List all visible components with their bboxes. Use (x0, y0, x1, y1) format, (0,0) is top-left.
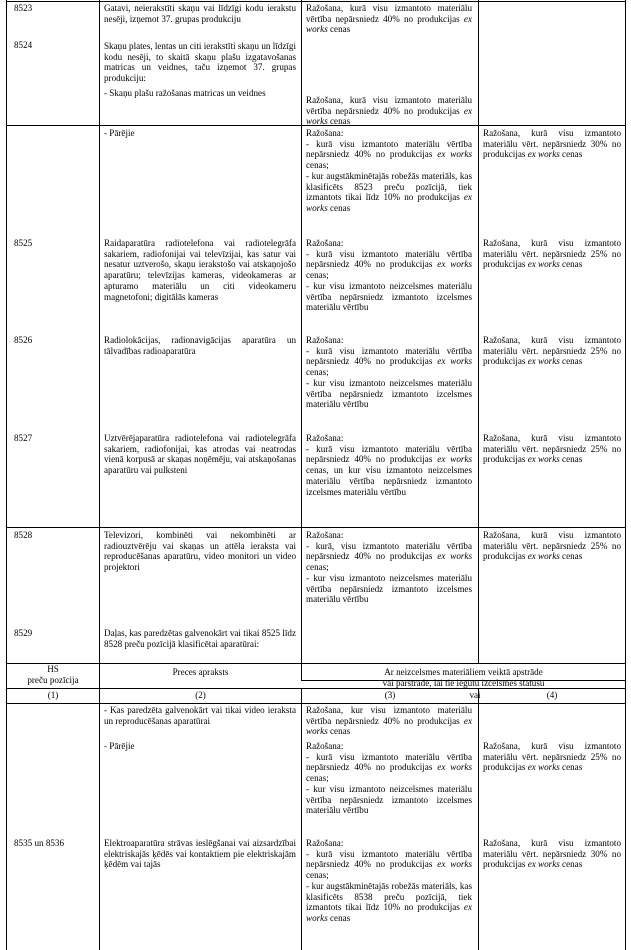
hs-code: 8524 (14, 40, 33, 50)
header-top-line (6, 663, 626, 664)
column-divider-1-2-lower (99, 716, 100, 950)
goods-description: Televizori, kombinēti vai nekombinēti ar radiouztvērēju vai skaņas un attēla ieraksta vai reproducēšanas aparatūru, video monitori un video projektori (104, 530, 296, 573)
row-divider-8528 (6, 527, 626, 528)
column-header-processing: Ar neizcelsmes materiāliem veiktā apstrāde vai pārstrāde, lai tie iegūtu izcelsmes statusu (382, 667, 545, 688)
alternative-rule: Ražošana, kurā visu izmantoto materiālu vērt. nepārsniedz 30% no produkcijas ex works cenas (483, 838, 621, 870)
hs-code: 8523 (14, 3, 33, 13)
processing-rule: Ražošana: - kurā visu izmantoto materiālu vērtība nepārsniedz 40% no produkcijas ex works cenas; - kur visu izmantoto neizcelsmes materiālu vērtība nepārsniedz izmantoto izcelsmes materiālu vērtību (306, 741, 472, 816)
processing-rule: Ražošana, kurā visu izmantoto materiālu vērtība nepārsniedz 40% no produkcijas ex works cenas (306, 3, 472, 35)
row-divider-top (6, 1, 626, 2)
alternative-rule: Ražošana, kurā visu izmantoto materiālu vērt. nepārsniedz 25% no produkcijas ex works cenas (483, 741, 621, 773)
goods-description: Daļas, kas paredzētas galvenokārt vai tikai 8525 līdz 8528 preču pozīcijā klasificētai aparatūrai: (104, 628, 296, 649)
goods-description: Elektroaparatūra strāvas ieslēgšanai vai aizsardzībai elektriskajās ķēdēs vai kontaktiem pie elektriskajām ķēdēm vai tajās (104, 838, 296, 870)
column-number: (4) (546, 690, 558, 700)
column-number: (2) (195, 690, 206, 700)
hs-code: 8535 un 8536 (14, 838, 65, 848)
table-border-right (625, 0, 626, 950)
goods-description: Uztvērējaparatūra radiotelefona vai radiotelegrāfa sakariem, radiofonijai, kas atrodas vai neatrodas vienā korpusā ar skaņas noņēmēju, vai atskaņošanas aparatūru vai pulksteni (104, 433, 296, 476)
goods-description: Raidaparatūra radiotelefona vai radiotelegrāfa sakariem, radiofonijai vai televīzijai, kas satur vai nesatur uztverošo, skaņu ierakstošo vai atskaņojošo aparatūru; televīzijas kameras, videokameras ar apturamo materiālu un citi videokameru magnetofoni; digitālās kameras (104, 238, 296, 302)
processing-rule: Ražošana, kurā visu izmantoto materiālu vērtība nepārsniedz 40% no produkcijas ex works cenas (306, 95, 472, 127)
alternative-rule: Ražošana, kurā visu izmantoto materiālu vērt. nepārsniedz 25% no produkcijas ex works cenas (483, 433, 621, 465)
goods-description: Radiolokācijas, radionavigācijas aparatūra un tālvadības radioaparatūra (104, 335, 296, 356)
processing-rule: Ražošana, kur visu izmantoto materiālu vērtība nepārsniedz 40% no produkcijas ex works cenas (306, 705, 472, 737)
processing-rule: Ražošana: - kurā, visu izmantoto materiālu vērtība nepārsniedz 40% no produkcijas ex works cenas; - kur visu izmantoto neizcelsmes materiālu vērtība nepārsniedz izmantoto izcelsmes materiālu vērtību (306, 530, 472, 605)
column-divider-1-2 (99, 0, 100, 716)
alternative-rule: Ražošana, kurā visu izmantoto materiālu vērt. nepārsniedz 30% no produkcijas ex works cenas (483, 128, 621, 160)
hs-code: 8529 (14, 628, 33, 638)
column-number: (1) (47, 690, 59, 700)
hs-code: 8526 (14, 335, 33, 345)
column-header-hs: HS preču pozīcija (27, 664, 79, 685)
table-border-left (6, 0, 7, 950)
goods-description: - Kas paredzēta galvenokārt vai tikai video ieraksta un reproducēšanas aparatūrai (104, 705, 296, 726)
alternative-rule: Ražošana, kurā visu izmantoto materiālu vērt. nepārsniedz 25% no produkcijas ex works cenas (483, 530, 621, 562)
goods-description: - Pārējie (104, 128, 135, 138)
processing-rule: Ražošana: - kurā visu izmantoto materiālu vērtība nepārsniedz 40% no produkcijas ex works cenas, un kur visu izmantoto neizcelsmes materiālu vērtība nepārsniedz izmantoto izcelsmes materiālu vērtību (306, 433, 472, 497)
or-label: vai (469, 690, 481, 700)
goods-description: - Pārējie (104, 741, 135, 751)
processing-rule: Ražošana: - kurā visu izmantoto materiālu vērtība nepārsniedz 40% no produkcijas ex works cenas; - kur augstākminētajās robežās materiāls, kas klasificēts 8523 preču pozīcijā, tiek izmantots tikai līdz 10% no produkcijas ex works cenas (306, 128, 472, 213)
column-divider-3-4 (478, 0, 479, 663)
alternative-rule: Ražošana, kurā visu izmantoto materiālu vērt. nepārsniedz 25% no produkcijas ex works cenas (483, 238, 621, 270)
column-number: (3) (384, 690, 396, 700)
hs-code: 8528 (14, 530, 33, 540)
goods-description: - Skaņu plašu ražošanas matricas un veidnes (104, 88, 266, 98)
processing-rule: Ražošana: - kurā visu izmantoto materiālu vērtība nepārsniedz 40% no produkcijas ex works cenas; - kur visu izmantoto neizcelsmes materiālu vērtība nepārsniedz izmantoto izcelsmes materiālu vērtību (306, 238, 472, 313)
processing-rule: Ražošana: - kurā visu izmantoto materiālu vērtība nepārsniedz 40% no produkcijas ex works cenas; - kur augstākminētajās robežās materiāls, kas klasificēts 8538 preču pozīcijā, tiek izmantots tikai līdz 10% no produkcijas ex works cenas (306, 838, 472, 923)
goods-description: Skaņu plates, lentas un citi ierakstīti skaņu un līdzīgi kodu nesēji, to skaitā skaņu plašu izgatavošanas matricas un veidnes, taču izņemot 37. grupas produkciju: (104, 41, 296, 84)
processing-rule: Ražošana: - kurā visu izmantoto materiālu vērtība nepārsniedz 40% no produkcijas ex works cenas; - kur visu izmantoto neizcelsmes materiālu vērtība nepārsniedz izmantoto izcelsmes materiālu vērtību (306, 335, 472, 410)
column-divider-2-3 (301, 0, 302, 681)
goods-description: Gatavi, neierakstīti skaņu vai līdzīgi kodu ierakstu nesēji, izņemot 37. grupas produkciju (104, 3, 296, 24)
alternative-rule: Ražošana, kurā visu izmantoto materiālu vērt. nepārsniedz 25% no produkcijas ex works cenas (483, 335, 621, 367)
hs-code: 8527 (14, 433, 33, 443)
hs-code: 8525 (14, 238, 33, 248)
column-divider-2-3-lower (301, 688, 302, 950)
header-bottom-line (6, 703, 626, 704)
column-divider-3-4-lower (478, 688, 479, 950)
column-header-description: Preces apraksts (172, 667, 229, 677)
